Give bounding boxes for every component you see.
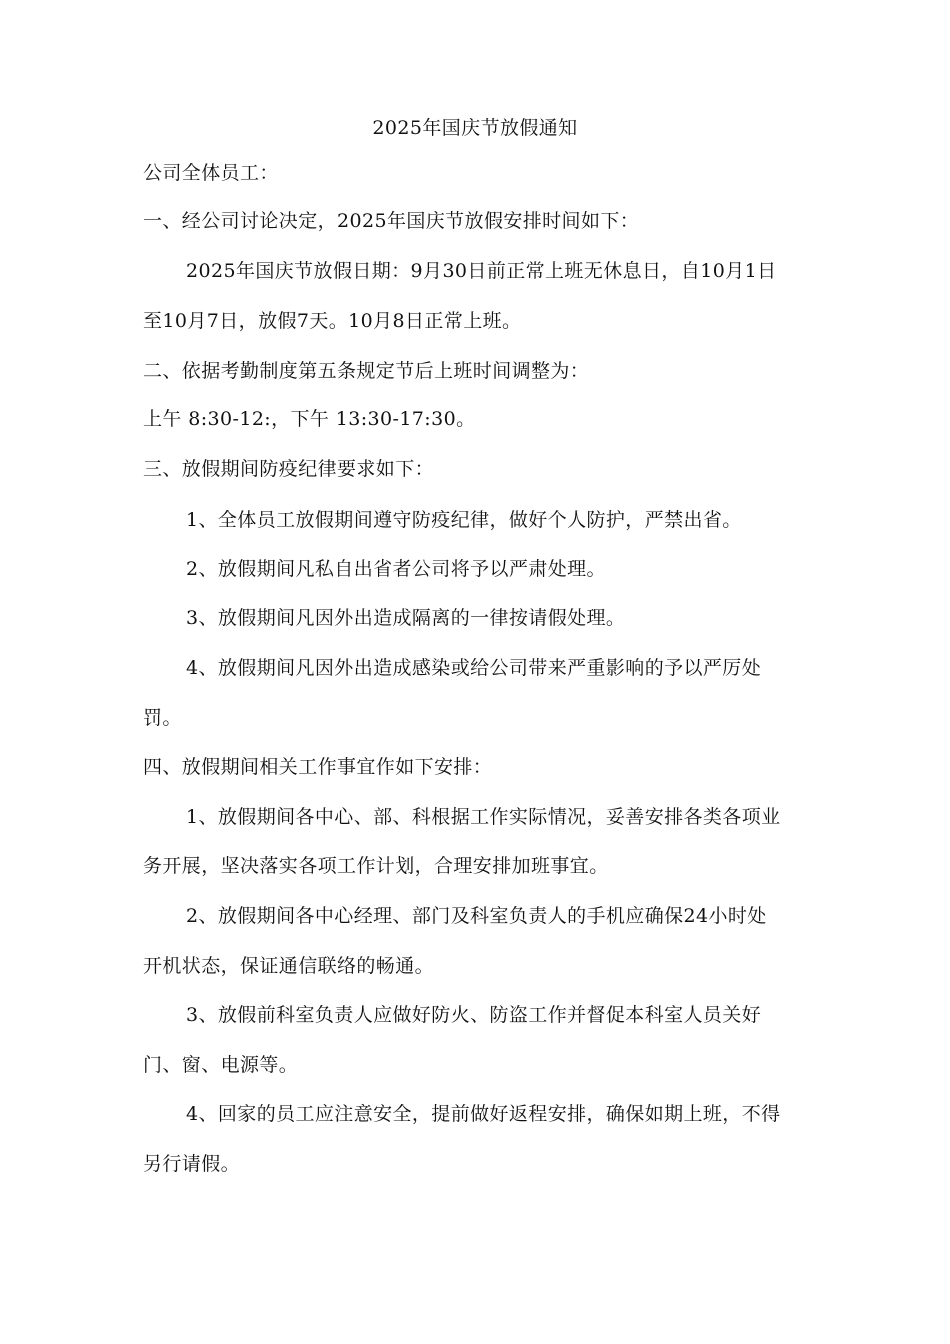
list-item-continuation: 另行请假。 bbox=[143, 1153, 241, 1175]
list-item: 1、放假期间各中心、部、科根据工作实际情况，妥善安排各类各项业 bbox=[186, 806, 781, 828]
list-item-continuation: 门、窗、电源等。 bbox=[143, 1054, 299, 1076]
paragraph-line: 上午 8:30-12:，下午 13:30-17:30。 bbox=[143, 408, 476, 430]
list-item-continuation: 务开展，坚决落实各项工作计划，合理安排加班事宜。 bbox=[143, 855, 609, 877]
greeting: 公司全体员工： bbox=[143, 162, 279, 184]
list-item: 3、放假期间凡因外出造成隔离的一律按请假处理。 bbox=[186, 607, 626, 629]
section-2-heading: 二、依据考勤制度第五条规定节后上班时间调整为： bbox=[143, 360, 590, 382]
paragraph-line: 至10月7日，放假7天。10月8日正常上班。 bbox=[143, 310, 522, 332]
list-item: 2、放假期间各中心经理、部门及科室负责人的手机应确保24小时处 bbox=[186, 905, 767, 927]
list-item: 3、放假前科室负责人应做好防火、防盗工作并督促本科室人员关好 bbox=[186, 1004, 762, 1026]
list-item: 2、放假期间凡私自出省者公司将予以严肃处理。 bbox=[186, 558, 606, 580]
section-3-heading: 三、放假期间防疫纪律要求如下： bbox=[143, 458, 435, 480]
paragraph-line: 2025年国庆节放假日期：9月30日前正常上班无休息日，自10月1日 bbox=[186, 260, 777, 282]
list-item: 4、放假期间凡因外出造成感染或给公司带来严重影响的予以严厉处 bbox=[186, 657, 762, 679]
section-4-heading: 四、放假期间相关工作事宜作如下安排： bbox=[143, 756, 493, 778]
list-item-continuation: 开机状态，保证通信联络的畅通。 bbox=[143, 955, 435, 977]
section-1-heading: 一、经公司讨论决定，2025年国庆节放假安排时间如下： bbox=[143, 210, 640, 232]
list-item: 4、回家的员工应注意安全，提前做好返程安排，确保如期上班，不得 bbox=[186, 1103, 781, 1125]
list-item: 1、全体员工放假期间遵守防疫纪律，做好个人防护，严禁出省。 bbox=[186, 509, 742, 531]
document-title: 2025年国庆节放假通知 bbox=[372, 117, 578, 139]
list-item-continuation: 罚。 bbox=[143, 707, 182, 729]
